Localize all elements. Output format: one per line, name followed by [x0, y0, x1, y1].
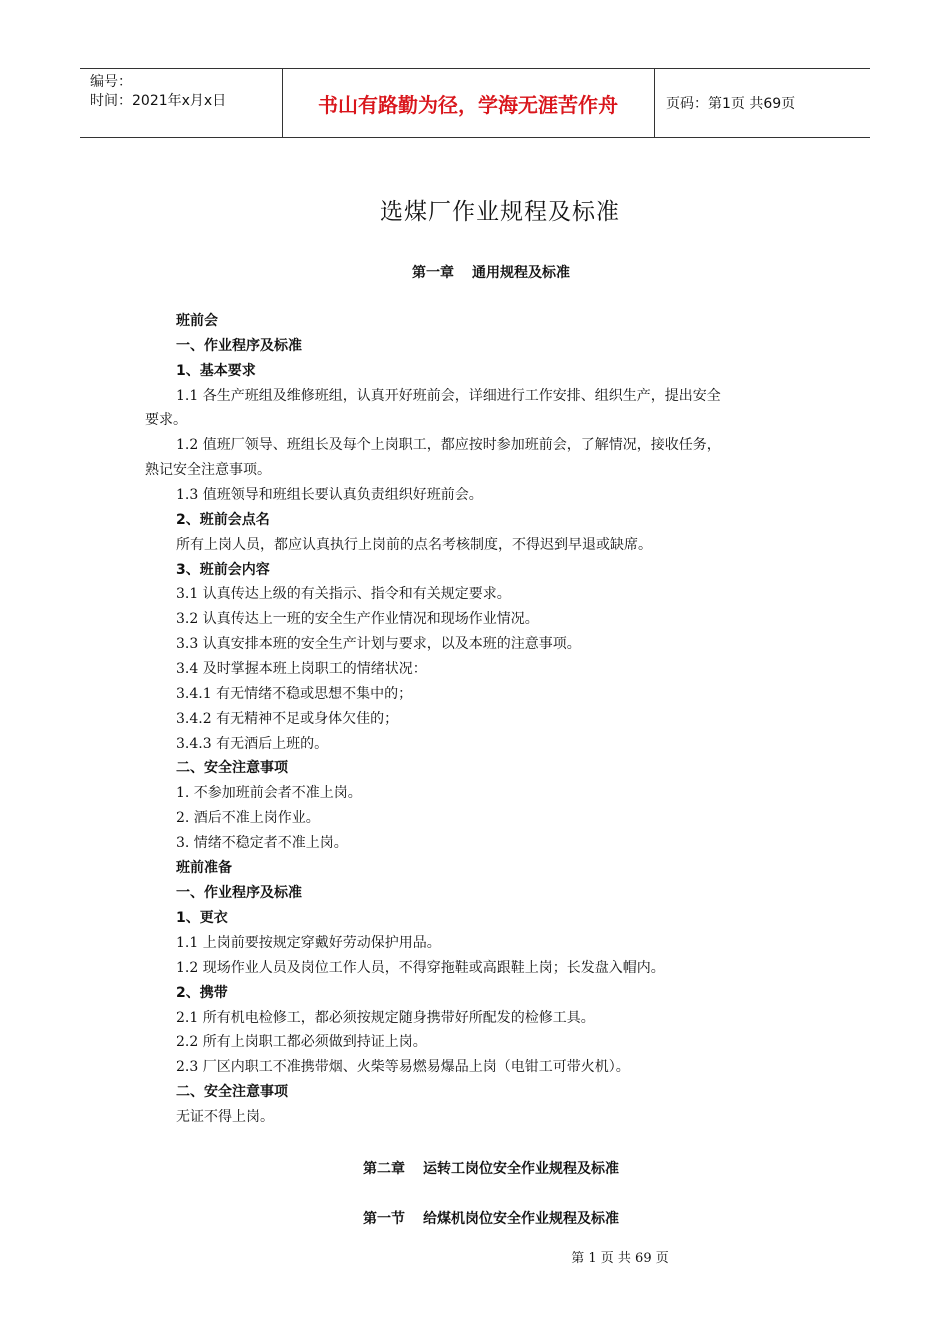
- chapter-number: 第一章: [412, 265, 454, 281]
- heading: 2、携带: [176, 985, 228, 1001]
- paragraph-line: 3.4.1 有无情绪不稳或思想不集中的；: [176, 686, 413, 702]
- paragraph-line: 3. 情绪不稳定者不准上岗。: [176, 835, 348, 851]
- heading: 1、基本要求: [176, 363, 256, 379]
- paragraph-line: 熟记安全注意事项。: [145, 462, 271, 478]
- paragraph-line: 3.2 认真传达上一班的安全生产作业情况和现场作业情况。: [176, 611, 539, 627]
- heading: 二、安全注意事项: [176, 1084, 288, 1100]
- heading: 一、作业程序及标准: [176, 885, 302, 901]
- paragraph-line: 1.2 值班厂领导、班组长及每个上岗职工，都应按时参加班前会，了解情况，接收任务，: [176, 437, 721, 453]
- page-footer: 第 1 页 共 69 页: [571, 1251, 669, 1266]
- heading: 二、安全注意事项: [176, 760, 288, 776]
- header-page-label: 页码：第1页 共69页: [666, 96, 796, 112]
- chapter-2-heading: [0, 1158, 950, 1178]
- section-name: 给煤机岗位安全作业规程及标准: [423, 1211, 619, 1227]
- paragraph-line: 2.1 所有机电检修工，都必须按规定随身携带好所配发的检修工具。: [176, 1010, 595, 1026]
- paragraph-line: 1. 不参加班前会者不准上岗。: [176, 785, 362, 801]
- chapter-number: 第二章: [363, 1161, 405, 1177]
- heading: 班前准备: [176, 860, 232, 876]
- paragraph-line: 无证不得上岗。: [176, 1109, 274, 1125]
- header-motto: 书山有路勤为径，学海无涯苦作舟: [318, 92, 618, 117]
- section-number: 第一节: [363, 1211, 405, 1227]
- heading: 2、班前会点名: [176, 512, 270, 528]
- paragraph-line: 2.2 所有上岗职工都必须做到持证上岗。: [176, 1034, 427, 1050]
- document-title: 选煤厂作业规程及标准: [380, 199, 620, 225]
- paragraph-line: 2.3 厂区内职工不准携带烟、火柴等易燃易爆品上岗（电钳工可带火机）。: [176, 1059, 630, 1075]
- number-label: 编号：: [90, 74, 132, 90]
- heading: 1、更衣: [176, 910, 228, 926]
- chapter-name: 运转工岗位安全作业规程及标准: [423, 1161, 619, 1177]
- header-left: [90, 73, 226, 111]
- header-divider: [654, 69, 655, 137]
- paragraph-line: 3.1 认真传达上级的有关指示、指令和有关规定要求。: [176, 586, 511, 602]
- page-header: [80, 68, 870, 138]
- heading: 班前会: [176, 313, 218, 329]
- paragraph-line: 3.3 认真安排本班的安全生产计划与要求，以及本班的注意事项。: [176, 636, 581, 652]
- chapter-1-heading: [0, 262, 950, 282]
- heading: 一、作业程序及标准: [176, 338, 302, 354]
- section-1-heading: [0, 1208, 950, 1228]
- paragraph-line: 要求。: [145, 412, 187, 428]
- paragraph-line: 1.3 值班领导和班组长要认真负责组织好班前会。: [176, 487, 483, 503]
- chapter-name: 通用规程及标准: [472, 265, 570, 281]
- paragraph-line: 1.1 上岗前要按规定穿戴好劳动保护用品。: [176, 935, 441, 951]
- paragraph-line: 3.4 及时掌握本班上岗职工的情绪状况：: [176, 661, 427, 677]
- paragraph-line: 2. 酒后不准上岗作业。: [176, 810, 320, 826]
- paragraph-line: 1.2 现场作业人员及岗位工作人员，不得穿拖鞋或高跟鞋上岗；长发盘入帽内。: [176, 960, 665, 976]
- paragraph-line: 1.1 各生产班组及维修班组，认真开好班前会，详细进行工作安排、组织生产，提出安全: [176, 388, 721, 404]
- paragraph-line: 3.4.2 有无精神不足或身体欠佳的；: [176, 711, 399, 727]
- paragraph-line: 所有上岗人员，都应认真执行上岗前的点名考核制度，不得迟到早退或缺席。: [176, 537, 652, 553]
- paragraph-line: 3.4.3 有无酒后上班的。: [176, 736, 329, 752]
- heading: 3、班前会内容: [176, 562, 270, 578]
- time-label: 时间：2021年x月x日: [90, 93, 227, 109]
